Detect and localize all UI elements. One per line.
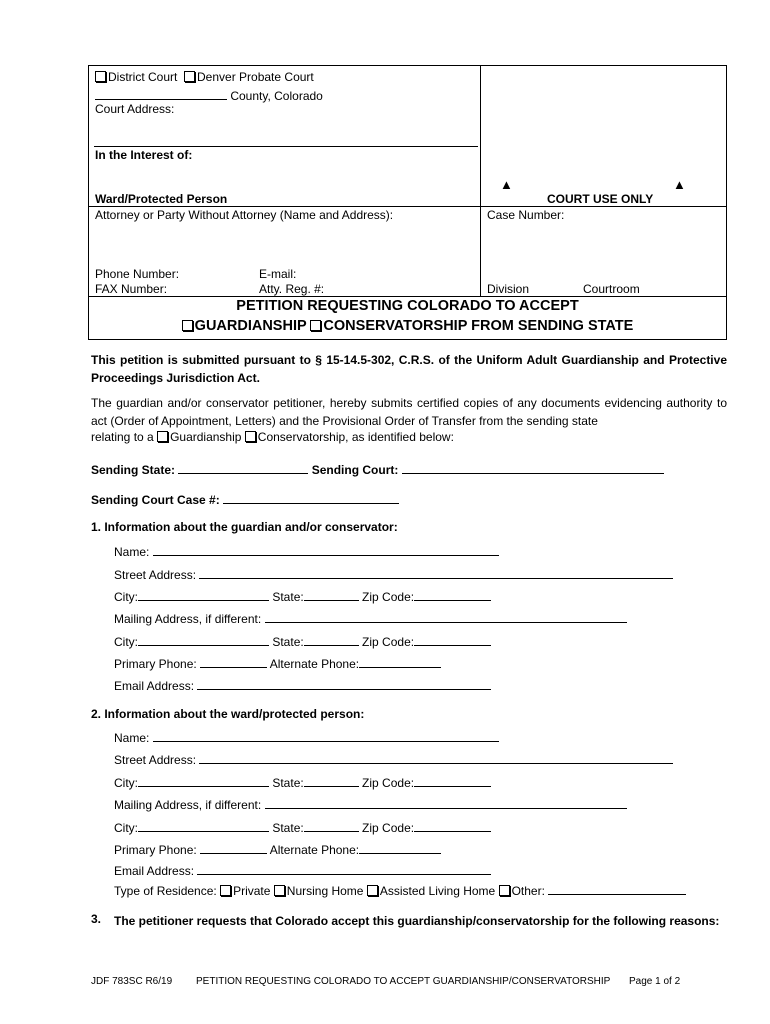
s2-city-field[interactable] (138, 774, 269, 787)
s2-city2-row (114, 819, 491, 835)
s2-name-field[interactable] (153, 729, 499, 742)
s1-street-label: Street Address: (114, 568, 197, 582)
s1-city2-row (114, 633, 491, 649)
division-label: Division (487, 282, 530, 296)
triangle-left-icon: ▲ (500, 177, 513, 192)
s2-city2-label: City: (114, 821, 138, 835)
s1-primary-phone-field[interactable] (200, 655, 267, 668)
s2-name-row (114, 729, 499, 745)
court-selection (95, 70, 314, 84)
s1-city-row (114, 588, 491, 604)
interest-of-label: In the Interest of: (95, 148, 193, 162)
footer-page-number: Page 1 of 2 (629, 976, 681, 987)
title-conservatorship-checkbox[interactable] (310, 320, 321, 331)
s1-primary-phone-label: Primary Phone: (114, 657, 197, 671)
district-court-label: District Court (108, 70, 178, 84)
sending-court-field[interactable] (402, 461, 664, 474)
s1-city2-label: City: (114, 635, 138, 649)
private-checkbox[interactable] (220, 885, 231, 896)
nursing-home-checkbox[interactable] (274, 885, 285, 896)
s1-street-field[interactable] (199, 566, 673, 579)
fax-label: FAX Number: (95, 282, 168, 296)
s1-zip-label: Zip Code: (362, 590, 415, 604)
form-title-line2 (88, 318, 727, 334)
s2-street-field[interactable] (199, 751, 673, 764)
sending-case-label: Sending Court Case #: (91, 493, 220, 507)
s2-phone-row (114, 841, 441, 857)
residence-label: Type of Residence: (114, 884, 217, 898)
attorney-label: Attorney or Party Without Attorney (Name and Address): (95, 208, 394, 222)
s2-mailing-row (114, 796, 627, 812)
relating-label: relating to a (91, 430, 154, 444)
s2-state2-label: State: (272, 821, 304, 835)
s2-zip-field[interactable] (414, 774, 491, 787)
section3-number: 3. (91, 912, 102, 926)
s2-zip2-label: Zip Code: (362, 821, 415, 835)
s2-street-row (114, 751, 673, 767)
case-number-label: Case Number: (487, 208, 565, 222)
county-label: County, Colorado (230, 89, 323, 103)
s1-email-row (114, 677, 491, 693)
sending-state-label: Sending State: (91, 463, 176, 477)
s1-alt-phone-field[interactable] (359, 655, 441, 668)
s1-name-field[interactable] (153, 543, 499, 556)
sending-state-field[interactable] (178, 461, 308, 474)
s1-mailing-field[interactable] (265, 610, 627, 623)
other-label: Other: (511, 884, 545, 898)
court-address-label: Court Address: (95, 102, 175, 116)
s2-name-label: Name: (114, 731, 150, 745)
s1-state2-label: State: (272, 635, 304, 649)
title-conservatorship-label: CONSERVATORSHIP FROM SENDING STATE (323, 318, 634, 334)
s1-zip2-label: Zip Code: (362, 635, 415, 649)
other-checkbox[interactable] (499, 885, 510, 896)
body-guardianship-checkbox[interactable] (157, 431, 168, 442)
s2-city-row (114, 774, 491, 790)
s1-state-field[interactable] (304, 588, 359, 601)
relating-line (91, 430, 454, 444)
form-title-line1: PETITION REQUESTING COLORADO TO ACCEPT (236, 298, 579, 314)
private-label: Private (233, 884, 271, 898)
other-field[interactable] (548, 882, 686, 895)
title-guardianship-checkbox[interactable] (182, 320, 193, 331)
atty-reg-label: Atty. Reg. #: (259, 282, 325, 296)
s2-city2-field[interactable] (138, 819, 269, 832)
footer-title: PETITION REQUESTING COLORADO TO ACCEPT GUARDIANSHIP/CONSERVATORSHIP (196, 976, 611, 987)
s2-state-field[interactable] (304, 774, 359, 787)
footer-form-id: JDF 783SC R6/19 (91, 976, 173, 987)
s2-email-label: Email Address: (114, 864, 195, 878)
s2-city-label: City: (114, 776, 138, 790)
s2-email-field[interactable] (197, 862, 491, 875)
s1-mailing-label: Mailing Address, if different: (114, 612, 262, 626)
sending-case-row (91, 491, 399, 507)
s1-street-row (114, 566, 673, 582)
assisted-living-checkbox[interactable] (367, 885, 378, 896)
phone-label: Phone Number: (95, 267, 180, 281)
s2-primary-phone-label: Primary Phone: (114, 843, 197, 857)
s1-phone-row (114, 655, 441, 671)
s1-state-label: State: (272, 590, 304, 604)
denver-probate-checkbox[interactable] (184, 71, 195, 82)
s2-alt-phone-field[interactable] (359, 841, 441, 854)
s1-email-label: Email Address: (114, 679, 195, 693)
sending-court-label: Sending Court: (311, 463, 399, 477)
section3-heading: The petitioner requests that Colorado accept this guardianship/conservatorship for the following reasons: (114, 914, 720, 928)
s2-street-label: Street Address: (114, 753, 197, 767)
s1-zip2-field[interactable] (414, 633, 491, 646)
body-guardianship-label: Guardianship (170, 430, 242, 444)
s1-city2-field[interactable] (138, 633, 269, 646)
body-conservatorship-checkbox[interactable] (245, 431, 256, 442)
section1-heading: 1. Information about the guardian and/or conservator: (91, 520, 398, 534)
s2-state2-field[interactable] (304, 819, 359, 832)
s2-primary-phone-field[interactable] (200, 841, 267, 854)
s2-residence-row (114, 882, 686, 898)
nursing-home-label: Nursing Home (286, 884, 364, 898)
s1-state2-field[interactable] (304, 633, 359, 646)
s2-alt-phone-label: Alternate Phone: (269, 843, 360, 857)
assisted-living-label: Assisted Living Home (379, 884, 496, 898)
s1-name-row (114, 543, 499, 559)
email-label: E-mail: (259, 267, 297, 281)
s1-zip-field[interactable] (414, 588, 491, 601)
court-use-only-label: COURT USE ONLY (547, 192, 654, 206)
s1-alt-phone-label: Alternate Phone: (269, 657, 360, 671)
body-conservatorship-label: Conservatorship, as identified below: (257, 430, 454, 444)
s2-mailing-label: Mailing Address, if different: (114, 798, 262, 812)
s2-mailing-field[interactable] (265, 796, 627, 809)
sending-case-field[interactable] (223, 491, 399, 504)
title-guardianship-label: GUARDIANSHIP (194, 318, 307, 334)
courtroom-label: Courtroom (583, 282, 640, 296)
s2-state-label: State: (272, 776, 304, 790)
county-line (95, 87, 323, 103)
s1-mailing-row (114, 610, 627, 626)
county-field[interactable] (95, 87, 227, 100)
s1-city-label: City: (114, 590, 138, 604)
sending-state-row (91, 461, 664, 477)
s1-name-label: Name: (114, 545, 150, 559)
body-paragraph: The guardian and/or conservator petitioner, hereby submits certified copies of any documents evidencing authority to act (Order of Appointment, Letters) and the Provisional Order of Transfer from the sending state (91, 396, 727, 428)
ward-label: Ward/Protected Person (95, 192, 228, 206)
s2-zip-label: Zip Code: (362, 776, 415, 790)
intro-paragraph: This petition is submitted pursuant to § 15-14.5-302, C.R.S. of the Uniform Adult Guardianship and Protective Proceedings Jurisdiction Act. (91, 353, 727, 385)
section2-heading: 2. Information about the ward/protected person: (91, 707, 365, 721)
s2-zip2-field[interactable] (414, 819, 491, 832)
denver-probate-label: Denver Probate Court (197, 70, 314, 84)
triangle-right-icon: ▲ (673, 177, 686, 192)
s1-city-field[interactable] (138, 588, 269, 601)
s1-email-field[interactable] (197, 677, 491, 690)
district-court-checkbox[interactable] (95, 71, 106, 82)
s2-email-row (114, 862, 491, 878)
